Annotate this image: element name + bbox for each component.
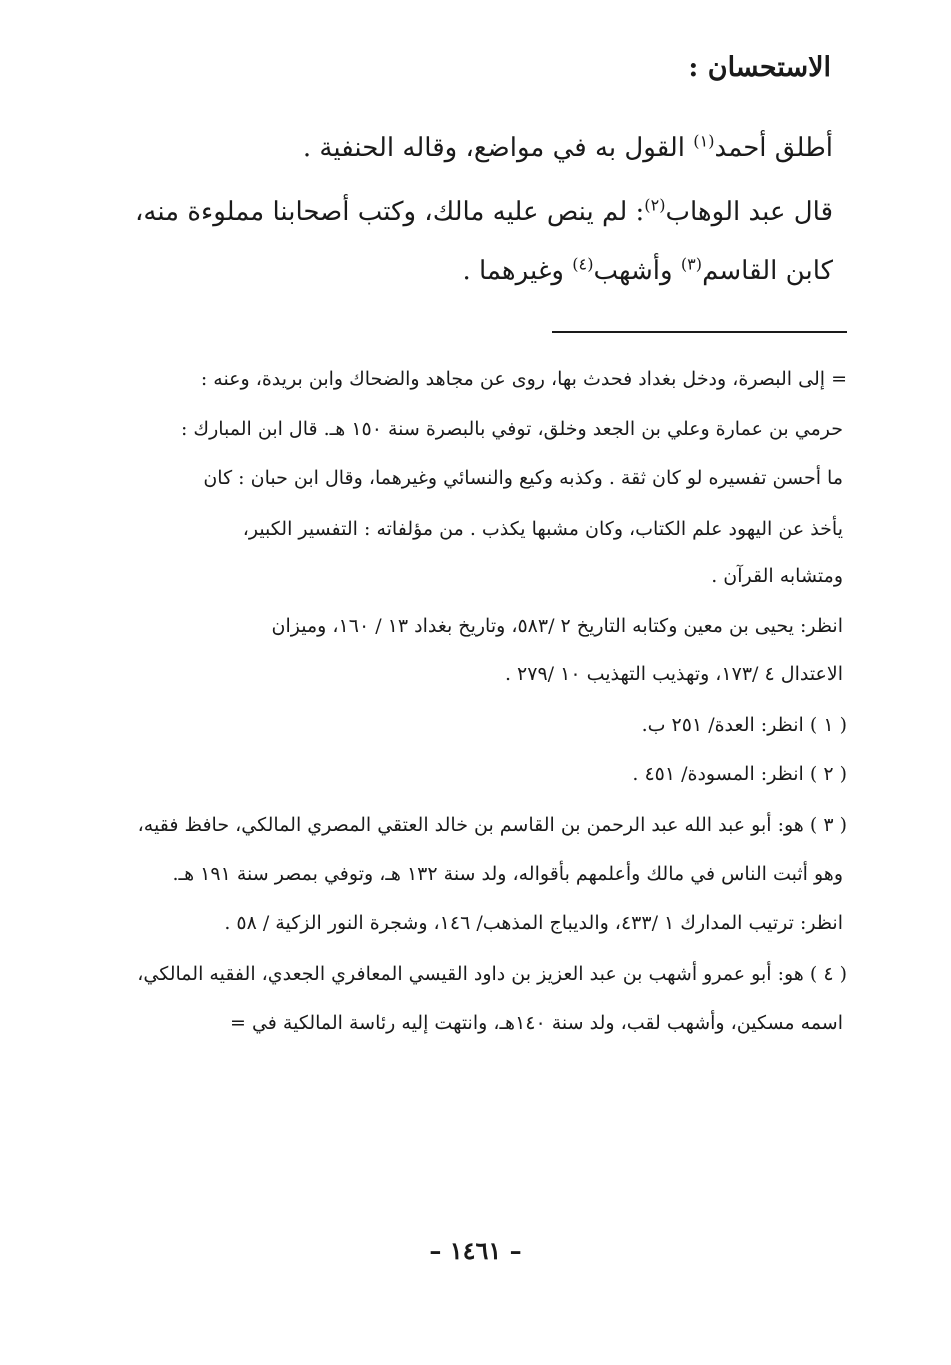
- footnote-continuation-line: = إلى البصرة، ودخل بغداد فحدث بها، روى عن مجاهد والضحاك وابن بريدة، وعنه :: [200, 368, 847, 390]
- section-heading: الاستحسان :: [688, 52, 831, 83]
- body-text: أطلق أحمد: [714, 133, 833, 163]
- footnote-3-line: وهو أثبت الناس في مالك وأعلمهم بأقواله، ولد سنة ١٣٢ هـ، وتوفي بمصر سنة ١٩١ هـ.: [172, 863, 843, 885]
- body-paragraph-2-line-2: [113, 251, 833, 291]
- body-paragraph-1: [113, 128, 833, 168]
- footnote-separator: [552, 331, 847, 333]
- body-text: القول به في مواضع، وقاله الحنفية .: [302, 133, 694, 163]
- footnote-continuation-line: ومتشابه القرآن .: [711, 565, 843, 587]
- body-text: وأشهب: [593, 256, 681, 286]
- footnote-4-line: اسمه مسكين، وأشهب لقب، ولد سنة ١٤٠هـ، وانتهت إليه رئاسة المالكية في =: [229, 1012, 843, 1034]
- body-text: قال عبد الوهاب: [665, 197, 833, 227]
- footnote-4-line: ( ٤ ) هو: أبو عمرو أشهب بن عبد العزيز بن داود القيسي المعافري الجعدي، الفقيه المالكي،: [137, 963, 847, 985]
- footnote-ref-3[interactable]: (٣): [680, 254, 703, 274]
- footnote-continuation-line: ما أحسن تفسيره لو كان ثقة . وكذبه وكيع والنسائي وغيرهما، وقال ابن حبان : كان: [203, 467, 843, 489]
- body-text: كابن القاسم: [702, 256, 833, 286]
- footnote-2: ( ٢ ) انظر: المسودة/ ٤٥١ .: [632, 763, 847, 785]
- footnote-continuation-line: يأخذ عن اليهود علم الكتاب، وكان مشبها يكذب . من مؤلفاته : التفسير الكبير،: [242, 518, 843, 540]
- page-number: – ١٤٦١ –: [429, 1236, 522, 1265]
- footnote-1: ( ١ ) انظر: العدة/ ٢٥١ ب.: [641, 714, 847, 736]
- footnote-ref-4[interactable]: (٤): [572, 254, 594, 274]
- body-paragraph-2-line-1: [113, 192, 833, 232]
- body-text: : لم ينص عليه مالك، وكتب أصحابنا مملوءة منه،: [134, 197, 645, 227]
- footnote-3-line: ( ٣ ) هو: أبو عبد الله عبد الرحمن بن القاسم بن خالد العتقي المصري المالكي، حافظ فقيه،: [137, 814, 847, 836]
- footnote-continuation-line: الاعتدال ٤ /١٧٣، وتهذيب التهذيب ١٠ /٢٧٩ .: [504, 663, 843, 685]
- footnote-ref-2[interactable]: (٢): [644, 195, 666, 215]
- footnote-ref-1[interactable]: (١): [693, 131, 715, 151]
- footnote-continuation-line: انظر: يحيى بن معين وكتابه التاريخ ٢ /٥٨٣، وتاريخ بغداد ١٣ / ١٦٠، وميزان: [271, 615, 843, 637]
- footnote-continuation-line: حرمي بن عمارة وعلي بن الجعد وخلق، توفي بالبصرة سنة ١٥٠ هـ. قال ابن المبارك :: [180, 418, 843, 440]
- footnote-3-line: انظر: ترتيب المدارك ١ /٤٣٣، والديباج المذهب/ ١٤٦، وشجرة النور الزكية / ٥٨ .: [224, 912, 843, 934]
- body-text: وغيرهما .: [462, 256, 573, 286]
